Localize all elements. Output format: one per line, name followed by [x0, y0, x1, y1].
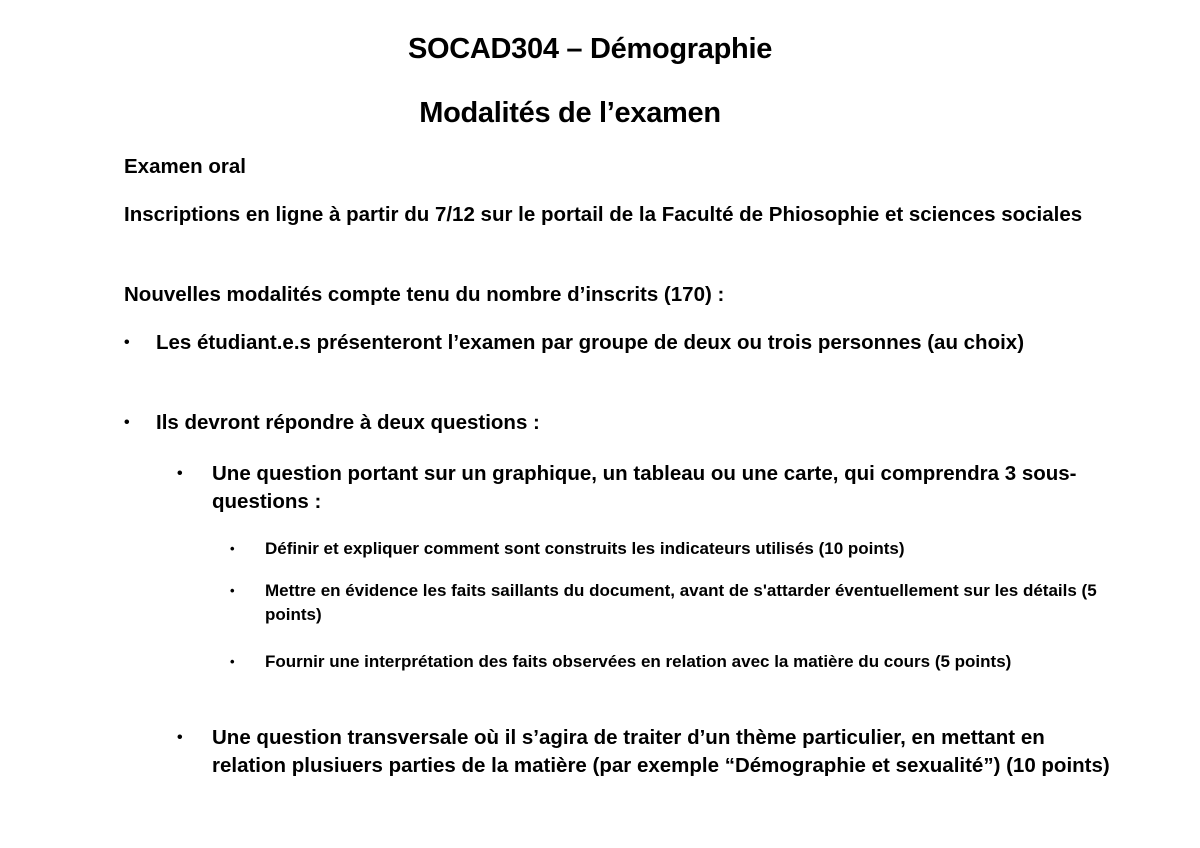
bullet-icon: •: [230, 541, 235, 556]
bullet-icon: •: [177, 465, 183, 482]
bullet-icon: •: [230, 654, 235, 669]
course-title: SOCAD304 – Démographie: [407, 33, 773, 65]
list-item-text: Mettre en évidence les faits saillants du document, avant de s'attarder éventuellement sur les détails (5 points): [265, 581, 1097, 624]
exam-type: Examen oral: [124, 155, 246, 178]
bullet-icon: •: [124, 414, 130, 431]
list-item-text: Une question portant sur un graphique, un tableau ou une carte, qui comprendra 3 sous-questions :: [212, 462, 1077, 513]
list-item-text: Fournir une interprétation des faits observées en relation avec la matière du cours (5 points): [265, 652, 1012, 671]
list-item-text: Une question transversale où il s’agira de traiter d’un thème particulier, en mettant en relation plusiuers parties de la matière (par exemple “Démographie et sexualité”) (10 points): [212, 726, 1110, 777]
list-item-text: Définir et expliquer comment sont construits les indicateurs utilisés (10 points): [265, 539, 905, 558]
bullet-icon: •: [177, 729, 183, 746]
list-item: [124, 409, 1084, 437]
list-item: [124, 329, 1084, 357]
bullet-icon: •: [124, 334, 130, 351]
list-item-text: Les étudiant.e.s présenteront l’examen par groupe de deux ou trois personnes (au choix): [156, 331, 1025, 354]
list-item: [230, 579, 1130, 627]
list-item: [230, 650, 1120, 674]
registration-info: Inscriptions en ligne à partir du 7/12 sur le portail de la Faculté de Phiosophie et sciences sociales: [124, 203, 1083, 226]
list-item: [230, 537, 1130, 561]
list-item: [177, 460, 1127, 516]
slide-subtitle: Modalités de l’examen: [419, 97, 721, 129]
list-item: [177, 724, 1122, 780]
bullet-icon: •: [230, 583, 235, 598]
new-rules-intro: Nouvelles modalités compte tenu du nombre d’inscrits (170) :: [124, 283, 725, 306]
list-item-text: Ils devront répondre à deux questions :: [156, 411, 540, 434]
